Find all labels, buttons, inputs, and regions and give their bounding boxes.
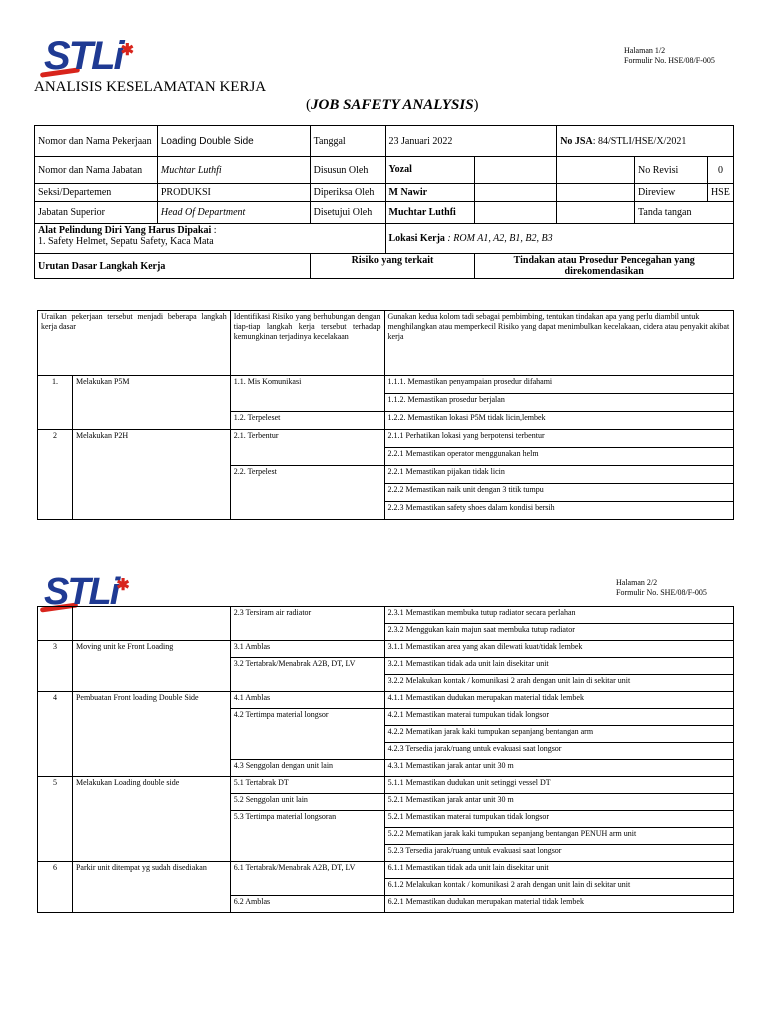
- prepared-blank: [557, 157, 635, 184]
- step-description: Parkir unit ditempat yg sudah disediakan: [72, 862, 230, 913]
- revision-value: 0: [707, 157, 733, 184]
- action-item: 6.1.1 Memastikan tidak ada unit lain disekitar unit: [384, 862, 733, 879]
- action-item: 3.1.1 Memastikan area yang akan dilewati kuat/tidak lembek: [384, 641, 733, 658]
- action-item: 1.1.2. Memastikan prosedur berjalan: [384, 394, 733, 412]
- step-description: Melakukan P5M: [72, 376, 230, 430]
- action-item: 1.2.2. Memastikan lokasi P5M tidak licin,lembek: [384, 412, 733, 430]
- table-row: [38, 641, 734, 658]
- prepared-by-label: Disusun Oleh: [310, 157, 385, 184]
- action-item: 6.1.2 Melakukan kontak / komunikasi 2 arah dengan unit lain di sekitar unit: [384, 879, 733, 896]
- checked-by-label: Diperiksa Oleh: [310, 184, 385, 202]
- action-item: 3.2.1 Memastikan tidak ada unit lain disekitar unit: [384, 658, 733, 675]
- risk-item: 5.3 Tertimpa material longsoran: [230, 811, 384, 862]
- action-item: 1.1.1. Memastikan penyampaian prosedur difahami: [384, 376, 733, 394]
- step-number: [38, 607, 73, 641]
- form-number: Formulir No. SHE/08/F-005: [616, 588, 707, 597]
- table-row: [38, 430, 734, 448]
- logo-text: STLi: [44, 571, 119, 613]
- page-number: Halaman 1/2: [624, 46, 666, 55]
- document-title: ANALISIS KESELAMATAN KERJA: [34, 79, 267, 95]
- col-header-risks: Risiko yang terkait: [310, 254, 475, 279]
- risk-item: 1.1. Mis Komunikasi: [230, 376, 384, 412]
- reviewed-value: HSE: [707, 184, 733, 202]
- action-item: 2.2.3 Memastikan safety shoes dalam kondisi bersih: [384, 502, 733, 520]
- risk-item: 4.2 Tertimpa material longsor: [230, 709, 384, 760]
- checked-signature: [475, 184, 557, 202]
- risk-item: 4.3 Senggolan dengan unit lain: [230, 760, 384, 777]
- date-label: Tanggal: [310, 126, 385, 157]
- date-value: 23 Januari 2022: [385, 126, 557, 157]
- table-row: [38, 777, 734, 794]
- ppe-cell: Alat Pelindung Diri Yang Harus Dipakai : 1. Safety Helmet, Sepatu Safety, Kaca Mata: [35, 224, 386, 254]
- prepared-signature: [475, 157, 557, 184]
- department-label: Seksi/Departemen: [35, 184, 158, 202]
- col-header-actions: Tindakan atau Prosedur Pencegahan yang direkomendasikan: [475, 254, 734, 279]
- action-item: 3.2.2 Melakukan kontak / komunikasi 2 arah dengan unit lain di sekitar unit: [384, 675, 733, 692]
- approved-by-label: Disetujui Oleh: [310, 202, 385, 224]
- guide-actions: Gunakan kedua kolom tadi sebagai pembimbing, tentukan tindakan apa yang perlu diambil untuk menghilangkan atau memperkecil Risiko yang dapat menimbulkan kecelakaan, cidera atau penyakit akibat kerja: [384, 311, 733, 376]
- step-description: Moving unit ke Front Loading: [72, 641, 230, 692]
- risk-item: 5.2 Senggolan unit lain: [230, 794, 384, 811]
- jsa-steps-table-page1: [37, 310, 734, 520]
- step-description: [72, 607, 230, 641]
- page-meta-2: [616, 578, 707, 598]
- job-name-label: Nomor dan Nama Pekerjaan: [35, 126, 158, 157]
- risk-item: 6.2 Amblas: [230, 896, 384, 913]
- action-item: 6.2.1 Memastikan dudukan merupakan material tidak lembek: [384, 896, 733, 913]
- step-description: Pembuatan Front loading Double Side: [72, 692, 230, 777]
- table-row: [38, 607, 734, 624]
- location-cell: Lokasi Kerja : ROM A1, A2, B1, B2, B3: [385, 224, 733, 254]
- action-item: 4.1.1 Memastikan dudukan merupakan material tidak lembek: [384, 692, 733, 709]
- step-description: Melakukan P2H: [72, 430, 230, 520]
- risk-item: 3.1 Amblas: [230, 641, 384, 658]
- table-row: [38, 692, 734, 709]
- risk-item: 6.1 Tertabrak/Menabrak A2B, DT, LV: [230, 862, 384, 896]
- superior-label: Jabatan Superior: [35, 202, 158, 224]
- page-meta: [624, 46, 715, 66]
- risk-item: 4.1 Amblas: [230, 692, 384, 709]
- action-item: 5.2.2 Mematikan jarak kaki tumpukan sepanjang bentangan PENUH arm unit: [384, 828, 733, 845]
- action-item: 2.3.1 Memastikan membuka tutup radiator secara perlahan: [384, 607, 733, 624]
- approved-signature: [475, 202, 557, 224]
- table-row: [38, 862, 734, 879]
- approved-blank: [557, 202, 635, 224]
- approved-by-value: Muchtar Luthfi: [385, 202, 475, 224]
- action-item: 2.2.1 Memastikan pijakan tidak licin: [384, 466, 733, 484]
- form-number: Formulir No. HSE/08/F-005: [624, 56, 715, 65]
- action-item: 2.2.1 Memastikan operator menggunakan helm: [384, 448, 733, 466]
- checked-by-value: M Nawir: [385, 184, 475, 202]
- star-icon: ✱: [120, 42, 133, 59]
- action-item: 5.2.3 Tersedia jarak/ruang untuk evakuasi saat longsor: [384, 845, 733, 862]
- risk-item: 1.2. Terpeleset: [230, 412, 384, 430]
- risk-item: 2.2. Terpelest: [230, 466, 384, 520]
- action-item: 5.2.1 Memastikan materai tumpukan tidak longsor: [384, 811, 733, 828]
- jsa-header-table: [34, 125, 734, 279]
- step-number: 4: [38, 692, 73, 777]
- page-number: Halaman 2/2: [616, 578, 658, 587]
- star-icon: ✱: [116, 577, 128, 594]
- risk-item: 2.1. Terbentur: [230, 430, 384, 466]
- position-value: Muchtar Luthfi: [157, 157, 310, 184]
- guide-risks: Identifikasi Risiko yang berhubungan dengan tiap-tiap langkah kerja tersebut terhadap kemungkinan terjadinya kecelakaan: [230, 311, 384, 376]
- action-item: 2.1.1 Perhatikan lokasi yang berpotensi terbentur: [384, 430, 733, 448]
- superior-value: Head Of Department: [157, 202, 310, 224]
- revision-label: No Revisi: [635, 157, 708, 184]
- action-item: 2.3.2 Menggukan kain majun saat membuka tutup radiator: [384, 624, 733, 641]
- risk-item: 5.1 Tertabrak DT: [230, 777, 384, 794]
- action-item: 4.2.1 Memastikan materai tumpukan tidak longsor: [384, 709, 733, 726]
- table-row: [38, 376, 734, 394]
- company-logo: [38, 34, 158, 80]
- action-item: 2.2.2 Memastikan naik unit dengan 3 titik tumpu: [384, 484, 733, 502]
- jsa-number: No JSA: 84/STLI/HSE/X/2021: [557, 126, 734, 157]
- signature-label: Tanda tangan: [635, 202, 734, 224]
- department-value: PRODUKSI: [157, 184, 310, 202]
- position-label: Nomor dan Nama Jabatan: [35, 157, 158, 184]
- action-item: 4.2.2 Mematikan jarak kaki tumpukan sepanjang bentangan arm: [384, 726, 733, 743]
- document-subtitle: (JOB SAFETY ANALYSIS): [306, 97, 479, 113]
- risk-item: 3.2 Tertabrak/Menabrak A2B, DT, LV: [230, 658, 384, 692]
- col-header-steps: Urutan Dasar Langkah Kerja: [35, 254, 311, 279]
- action-item: 5.2.1 Memastikan jarak antar unit 30 m: [384, 794, 733, 811]
- action-item: 4.2.3 Tersedia jarak/ruang untuk evakuasi saat longsor: [384, 743, 733, 760]
- jsa-steps-table-page2: [37, 606, 734, 913]
- checked-blank: [557, 184, 635, 202]
- action-item: 4.3.1 Memastikan jarak antar unit 30 m: [384, 760, 733, 777]
- logo-text: STLi: [44, 34, 123, 78]
- step-number: 1.: [38, 376, 73, 430]
- step-description: Melakukan Loading double side: [72, 777, 230, 862]
- action-item: 5.1.1 Memastikan dudukan unit setinggi vessel DT: [384, 777, 733, 794]
- guide-steps: Uraikan pekerjaan tersebut menjadi beberapa langkah kerja dasar: [38, 311, 231, 376]
- step-number: 2: [38, 430, 73, 520]
- step-number: 3: [38, 641, 73, 692]
- step-number: 6: [38, 862, 73, 913]
- job-name-value: Loading Double Side: [157, 126, 310, 157]
- step-number: 5: [38, 777, 73, 862]
- prepared-by-value: Yozal: [385, 157, 475, 184]
- reviewed-label: Direview: [635, 184, 708, 202]
- risk-item: 2.3 Tersiram air radiator: [230, 607, 384, 641]
- ppe-item: 1. Safety Helmet, Sepatu Safety, Kaca Mata: [38, 236, 214, 247]
